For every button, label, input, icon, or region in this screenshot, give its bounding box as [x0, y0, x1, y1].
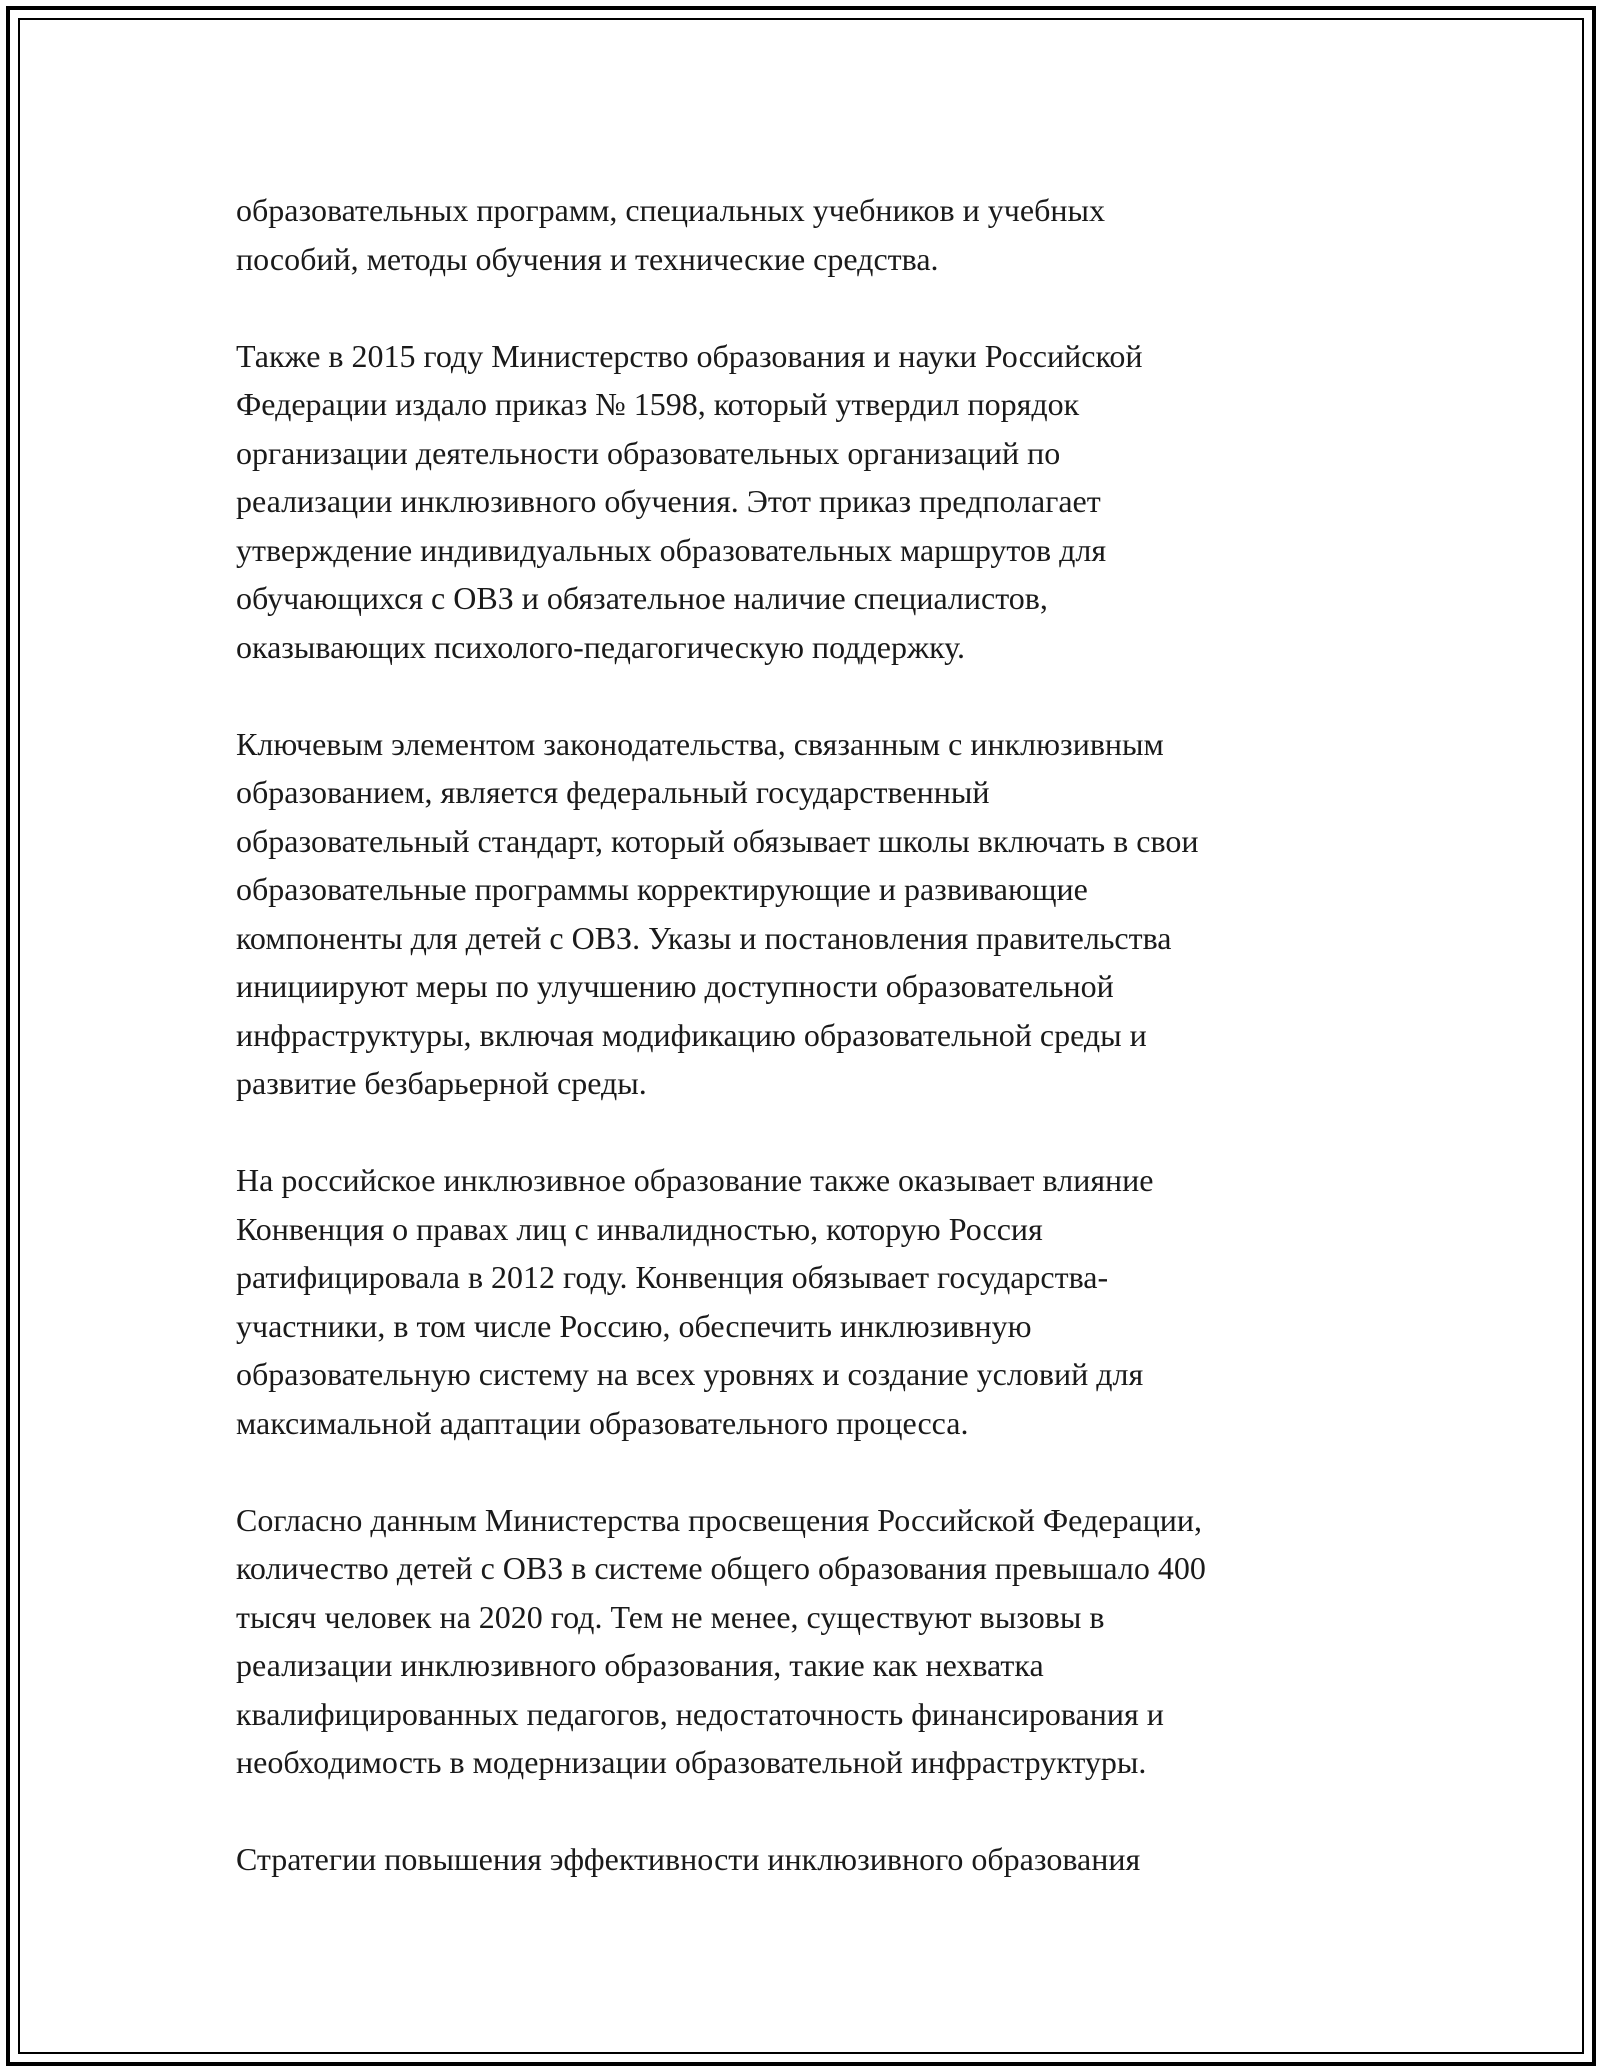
- text-line: организации деятельности образовательных организаций по: [236, 434, 1061, 471]
- text-line: компоненты для детей с ОВЗ. Указы и постановления правительства: [236, 919, 1172, 956]
- text-line: Ключевым элементом законодательства, связанным с инклюзивным: [236, 725, 1164, 762]
- text-line: Федерации издало приказ № 1598, который утвердил порядок: [236, 386, 1080, 422]
- text-line: образованием, является федеральный государственный: [236, 774, 990, 810]
- paragraph-2: [236, 332, 1386, 672]
- text-line: образовательную систему на всех уровнях и создание условий для: [236, 1356, 1144, 1392]
- text-line: Конвенция о правах лиц с инвалидностью, которую Россия: [236, 1210, 1043, 1247]
- text-line: квалифицированных педагогов, недостаточность финансирования и: [236, 1695, 1164, 1732]
- text-line: инициируют меры по улучшению доступности образовательной: [236, 968, 1114, 1004]
- text-line: Согласно данным Министерства просвещения Российской Федерации,: [236, 1501, 1203, 1538]
- text-line: количество детей с ОВЗ в системе общего образования превышало 400: [236, 1550, 1206, 1586]
- text-line: Стратегии повышения эффективности инклюзивного образования: [236, 1841, 1141, 1877]
- text-line: оказывающих психолого-педагогическую поддержку.: [236, 628, 965, 665]
- text-line: участники, в том числе Россию, обеспечить инклюзивную: [236, 1307, 1032, 1344]
- text-line: На российское инклюзивное образование также оказывает влияние: [236, 1162, 1154, 1198]
- text-line: образовательный стандарт, который обязывает школы включать в свои: [236, 822, 1199, 859]
- paragraph-3: [236, 720, 1386, 1108]
- text-line: образовательных программ, специальных учебников и учебных: [236, 192, 1105, 228]
- text-line: реализации инклюзивного образования, такие как нехватка: [236, 1647, 1044, 1683]
- text-line: обучающихся с ОВЗ и обязательное наличие специалистов,: [236, 580, 1048, 616]
- text-line: утверждение индивидуальных образовательных маршрутов для: [236, 531, 1107, 568]
- text-line: максимальной адаптации образовательного процесса.: [236, 1404, 969, 1441]
- paragraph-1: [236, 186, 1386, 283]
- text-line: Также в 2015 году Министерство образования и науки Российской: [236, 337, 1143, 374]
- paragraph-4: [236, 1156, 1386, 1447]
- paragraph-5: [236, 1496, 1386, 1787]
- text-line: реализации инклюзивного обучения. Этот приказ предполагает: [236, 483, 1101, 519]
- document-body: [236, 186, 1386, 1932]
- text-line: тысяч человек на 2020 год. Тем не менее, существуют вызовы в: [236, 1598, 1105, 1635]
- text-line: пособий, методы обучения и технические средства.: [236, 240, 939, 277]
- text-line: развитие безбарьерной среды.: [236, 1065, 647, 1101]
- section-heading: [236, 1835, 1386, 1884]
- text-line: ратифицировала в 2012 году. Конвенция обязывает государства-: [236, 1259, 1109, 1295]
- text-line: инфраструктуры, включая модификацию образовательной среды и: [236, 1016, 1147, 1053]
- text-line: необходимость в модернизации образовательной инфраструктуры.: [236, 1744, 1147, 1780]
- text-line: образовательные программы корректирующие и развивающие: [236, 871, 1088, 907]
